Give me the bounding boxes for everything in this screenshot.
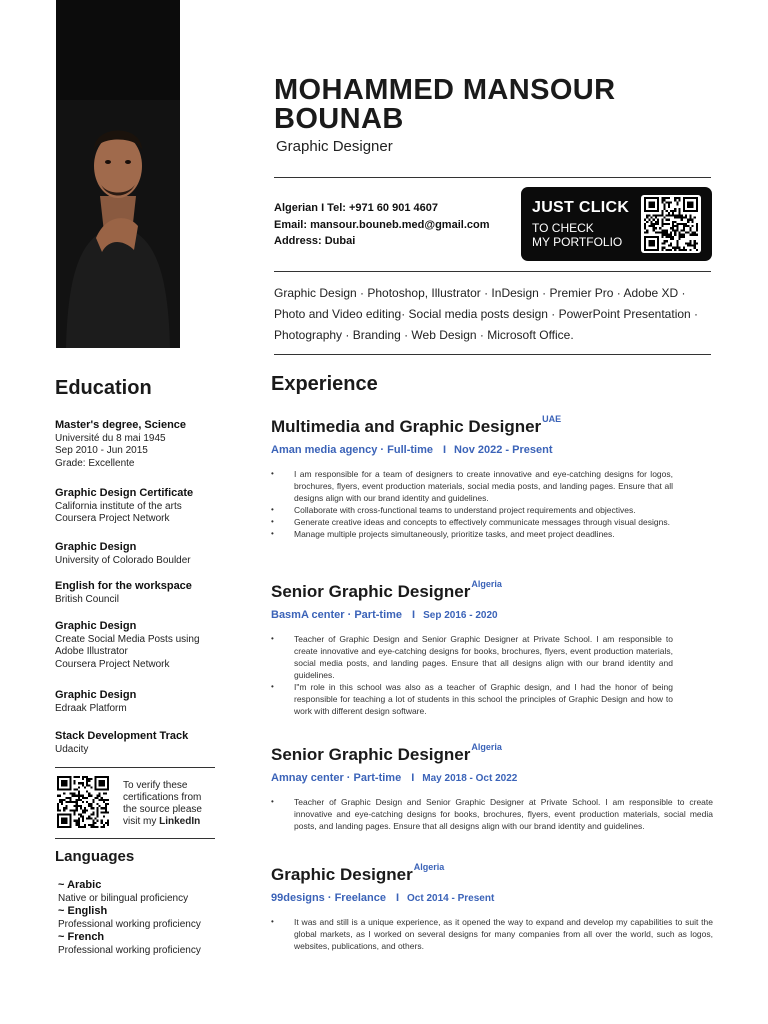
education-detail: Udacity [55, 743, 89, 755]
verify-text [123, 780, 223, 828]
verify-line: the source please [123, 804, 202, 815]
candidate-role: Graphic Designer [276, 138, 393, 155]
education-item [55, 620, 225, 671]
education-item [55, 580, 225, 606]
education-title: Graphic Design Certificate [55, 487, 194, 499]
separator: I [411, 772, 415, 784]
job-location: UAE [542, 414, 562, 424]
education-detail: Coursera Project Network [55, 513, 170, 524]
language-item [58, 905, 228, 931]
contact-email[interactable]: Email: mansour.bouneb.med@gmail.com [274, 218, 490, 231]
skills-line: Photography · Branding · Web Design · Microsoft Office. [274, 328, 574, 342]
education-title: Graphic Design [55, 620, 137, 632]
portfolio-cta-button[interactable] [521, 187, 712, 261]
separator: I [442, 444, 447, 456]
language-name: ~ French [58, 931, 105, 943]
job-header [271, 414, 713, 437]
languages-heading: Languages [55, 848, 135, 865]
job-bullets [271, 916, 713, 952]
education-detail: Edraak Platform [55, 702, 127, 714]
experience-heading: Experience [271, 373, 378, 395]
person-silhouette-icon [56, 0, 180, 348]
qr-pattern-icon [643, 197, 699, 251]
verify-line: certifications from [123, 792, 202, 803]
job-title: Senior Graphic Designer [271, 582, 471, 601]
job-bullet: • Teacher of Graphic Design and Senior Graphic Designer at Private School. I am responsible to create innovative and eye-catching designs for books, brochures, flyers, event production materials, social media posts, and landing pages. Ensure that all designs align with our brand identity and guidelines. [271, 796, 713, 832]
job-bullets [271, 633, 673, 717]
cta-line-2: MY PORTFOLIO [532, 235, 623, 249]
job-bullet: • Collaborate with cross-functional teams to understand project requirements and objectives. [271, 504, 673, 516]
contact-nationality-phone: Algerian I Tel: +971 60 901 4607 [274, 202, 438, 214]
job-dates: Nov 2022 - Present [454, 444, 553, 456]
cta-subtitle [532, 221, 622, 249]
cta-title: JUST CLICK [532, 199, 630, 216]
language-name: ~ Arabic [58, 879, 102, 891]
company-name: BasmA center · Part-time [271, 609, 403, 621]
divider [274, 177, 711, 178]
education-detail: Adobe Illustrator [55, 646, 128, 657]
education-item [55, 419, 225, 470]
verify-prefix: visit my [123, 816, 160, 827]
job-bullet: • I am responsible for a team of designers to create innovative and eye-catching designs for logos, brochures, flyers, event production materials, social media posts, and landing pages. Ensure that all designs align with our brand identity and guidelines. [271, 468, 673, 504]
linkedin-qr-code-icon[interactable] [56, 776, 110, 828]
education-heading: Education [55, 377, 152, 399]
divider [55, 767, 215, 768]
company-name: Amnay center · Part-time [271, 772, 402, 784]
job-bullet: • I"m role in this school was also as a teacher of Graphic design, and I had the honor of being responsible for teaching a lot of students in this school the principles of Graphic Design and how to work with different design software. [271, 681, 673, 717]
language-level: Professional working proficiency [58, 919, 201, 930]
linkedin-link[interactable]: LinkedIn [159, 816, 201, 827]
company-name: 99designs · Freelance [271, 892, 386, 904]
skills-line: Graphic Design · Photoshop, Illustrator · InDesign · Premier Pro · Adobe XD · [274, 286, 686, 300]
job-company [271, 772, 713, 784]
divider [55, 838, 215, 839]
skills-line: Photo and Video editing· Social media posts design · PowerPoint Presentation · [274, 307, 699, 321]
education-detail: Sep 2010 - Jun 2015 [55, 445, 148, 456]
divider [274, 354, 711, 355]
job-location: Algeria [413, 862, 445, 872]
job-dates: May 2018 - Oct 2022 [422, 773, 518, 784]
job-bullet: • Manage multiple projects simultaneously, prioritize tasks, and meet project deadlines. [271, 528, 673, 540]
job-company [271, 609, 713, 621]
job-header [271, 862, 713, 885]
job-bullet: • Teacher of Graphic Design and Senior Graphic Designer at Private School. I am responsible to create innovative and eye-catching designs for books, brochures, flyers, event production materials, social media posts, and landing pages. Ensure that all designs align with our brand identity and guidelines. [271, 633, 673, 681]
job-title: Graphic Designer [271, 865, 413, 884]
job-dates: Sep 2016 - 2020 [423, 610, 498, 621]
contact-info [274, 200, 490, 250]
job-title: Multimedia and Graphic Designer [271, 417, 542, 436]
education-detail: University of Colorado Boulder [55, 554, 191, 566]
education-detail: Université du 8 mai 1945 [55, 432, 166, 444]
education-title: Stack Development Track [55, 730, 189, 742]
experience-item [271, 742, 713, 832]
profile-photo [56, 0, 180, 348]
contact-address: Address: Dubai [274, 235, 356, 247]
education-detail: Grade: Excellente [55, 457, 135, 469]
job-header [271, 579, 713, 602]
job-bullet: • Generate creative ideas and concepts to effectively communicate messages through visual designs. [271, 516, 673, 528]
qr-pattern-icon [56, 776, 110, 828]
job-bullet: • It was and still is a unique experience, as it opened the way to expand and develop my capabilities to suit the global markets, as I worked on several designs for many companies from all over the world, such as logos, websites, publications, and others. [271, 916, 713, 952]
experience-item [271, 579, 713, 717]
divider [274, 271, 711, 272]
language-name: ~ English [58, 905, 108, 917]
skills-list [274, 283, 714, 346]
portfolio-qr-code-icon[interactable] [641, 195, 701, 253]
language-level: Professional working proficiency [58, 945, 201, 956]
education-detail: Coursera Project Network [55, 658, 170, 670]
experience-item [271, 414, 713, 540]
experience-item [271, 862, 713, 952]
language-item [58, 879, 228, 905]
education-item [55, 487, 225, 526]
separator: I [395, 892, 400, 904]
education-title: Graphic Design [55, 689, 137, 701]
job-title: Senior Graphic Designer [271, 745, 471, 764]
job-bullets [271, 468, 673, 540]
education-item [55, 541, 225, 567]
education-detail: British Council [55, 593, 119, 605]
education-title: Master's degree, Science [55, 419, 187, 431]
job-header [271, 742, 713, 765]
education-item [55, 730, 225, 756]
job-company [271, 444, 713, 456]
job-location: Algeria [471, 579, 502, 589]
education-detail: Create Social Media Posts using [55, 633, 200, 645]
verify-line [123, 816, 223, 828]
candidate-name: MOHAMMED MANSOUR BOUNAB [274, 74, 616, 135]
job-location: Algeria [471, 742, 502, 752]
verify-line: To verify these [123, 780, 188, 791]
job-dates: Oct 2014 - Present [407, 893, 495, 904]
separator: I [412, 609, 416, 621]
language-item [58, 931, 228, 957]
cta-line-1: TO CHECK [532, 221, 594, 235]
job-bullets [271, 796, 713, 832]
education-title: English for the workspace [55, 580, 192, 592]
job-company [271, 892, 713, 904]
language-level: Native or bilingual proficiency [58, 893, 189, 904]
education-item [55, 689, 225, 715]
education-title: Graphic Design [55, 541, 137, 553]
company-name: Aman media agency · Full-time [271, 444, 433, 456]
education-detail: California institute of the arts [55, 500, 182, 512]
